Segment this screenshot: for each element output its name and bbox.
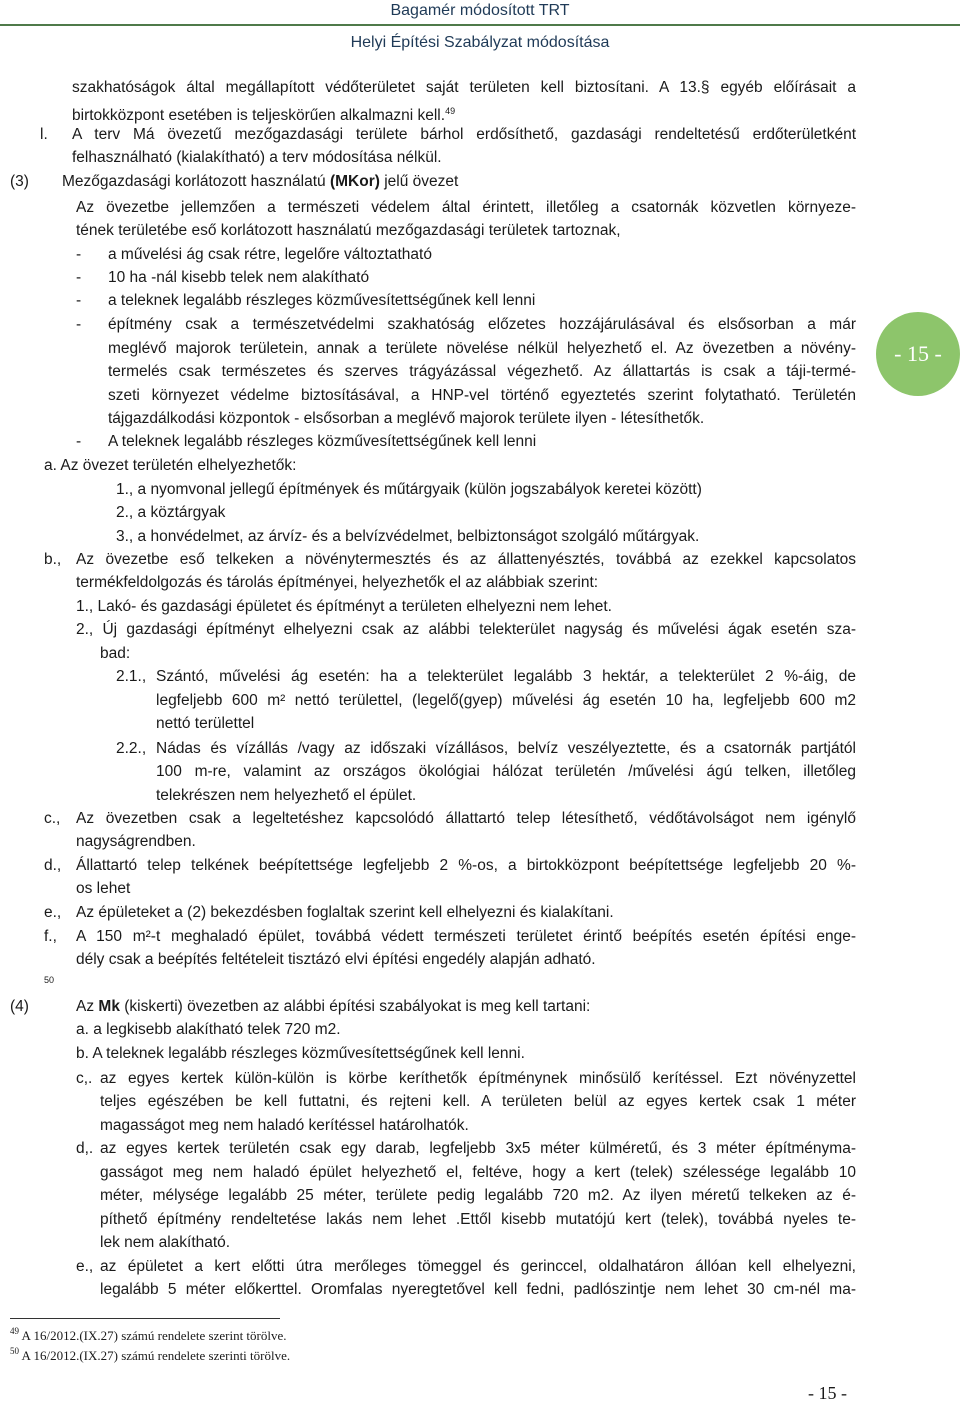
text-line: telekrészen nem helyezhető el épület.	[156, 787, 417, 804]
dash-marker: -	[76, 433, 82, 450]
text-line: nettó területtel	[156, 715, 255, 732]
list-item-cont: szeti környezet védelme biztosításával, a HNP-vel történő egyeztetés szerint folytatható. Területén	[108, 387, 856, 404]
text-line: píthető építmény rendeltetése lakás nem lehet .Ettől kisebb mutatójú kert (telek), továbbá nyeles te-	[100, 1211, 856, 1228]
list-marker: 2.1.,	[116, 668, 147, 685]
paragraph-number: (3)	[10, 173, 29, 190]
list-item: 1., a nyomvonal jellegű építmények és műtárgyaik (külön jogszabályok keretei között)	[116, 481, 702, 498]
header-divider	[0, 24, 960, 26]
page-number: - 15 -	[808, 1383, 847, 1403]
text-line: 100 m-re, valamint az országos ökológiai hálózat területén /művelési ágú telken, illetőleg	[156, 763, 856, 780]
text-line: az egyes kertek területén csak egy darab, legfeljebb 3x5 méter külméretű, és 3 méter építménymа-	[100, 1140, 856, 1157]
document-title: Bagamér módosított TRT	[390, 2, 570, 19]
section-heading: Mezőgazdasági korlátozott használatú (MKor) jelű övezet	[62, 173, 459, 190]
list-item: 1., Lakó- és gazdasági épületet és építményt a területen elhelyezni nem lehet.	[76, 598, 612, 615]
list-marker: e.,	[44, 904, 62, 921]
list-marker: b.,	[44, 551, 62, 568]
list-item: a. a legkisebb alakítható telek 720 m2.	[76, 1021, 341, 1038]
footnote-divider	[10, 1318, 280, 1319]
text-line: szakhatóságok által megállapított védőterületet saját területen kell biztosítani. A 13.§ egyéb előírásait a	[72, 79, 856, 96]
list-item: 2., a köztárgyak	[116, 504, 226, 521]
text-line: méter, mélysége legalább 25 méter, területe pedig legalább 720 m2. Az ilyen méretű telkeken az é-	[100, 1187, 856, 1204]
list-marker: l.	[40, 126, 48, 143]
text-line: legfeljebb 600 m² nettó területtel, (legelő(gyep) művelési ág esetén 10 ha, legfeljebb 600 m2	[156, 692, 856, 709]
list-item: A teleknek legalább részleges közművesítettségűnek kell lenni	[108, 433, 537, 450]
list-marker: d.,	[44, 857, 62, 874]
text-line: A terv Má övezetű mezőgazdasági területe bárhol erdősíthető, gazdasági rendeltetésű erdőterületként	[72, 126, 856, 143]
list-marker: c,.	[76, 1070, 93, 1087]
list-marker: e.,	[76, 1258, 94, 1275]
list-item: építmény csak a természetvédelmi szakhatóság előzetes hozzájárulásával és elsősorban a már	[108, 316, 856, 333]
text-line: felhasználható (kialakítható) a terv módosítása nélkül.	[72, 149, 442, 166]
list-item: a teleknek legalább részleges közművesítettségűnek kell lenni	[108, 292, 536, 309]
text-line: A 150 m²-t meghaladó épület, továbbá védett természeti területet érintő beépítés esetén építési enge-	[76, 928, 856, 945]
list-item: b. A teleknek legalább részleges közművesítettségűnek kell lenni.	[76, 1045, 525, 1062]
text-line: magasságot meg nem haladó kerítéssel határolhatók.	[100, 1117, 469, 1134]
footnote-ref[interactable]: 50	[44, 975, 55, 985]
text-line: tének területébe eső korlátozott használatú mezőgazdasági területek tartoznak,	[76, 222, 621, 239]
list-item-cont: termelés csak természetes és szerves trágyázással végezhető. Az állattartás is csak a táji-termé-	[108, 363, 856, 380]
list-marker: d,.	[76, 1140, 94, 1157]
text-line: Az épületeket a (2) bekezdésben foglaltak szerint kell elhelyezni és kialakítani.	[76, 904, 614, 921]
subsection-heading: a. Az övezet területén elhelyezhetők:	[44, 457, 297, 474]
text-line: birtokközpont esetében is teljeskörűen alkalmazni kell.$^{49}$	[72, 106, 456, 124]
document-subtitle: Helyi Építési Szabályzat módosítása	[350, 34, 610, 51]
text-line: Állattartó telep telkének beépítettsége legfeljebb 2 %-os, a birtokközpont beépítettsége legfeljebb 20 %-	[76, 857, 856, 874]
text-line: az épületet a kert előtti útra merőleges tömeggel és gerinccel, oldalhatáron állóan kell elhelyezni,	[100, 1258, 856, 1275]
list-item-cont: bad:	[100, 645, 131, 662]
list-marker: 2.2.,	[116, 740, 147, 757]
list-item: 3., a honvédelmet, az árvíz- és a belvízvédelmet, belbiztonságot szolgáló műtárgyak.	[116, 528, 700, 545]
text-line: termékfeldolgozás és tárolás építményei, helyezhetők el az alábbiak szerint:	[76, 574, 599, 591]
paragraph-number: (4)	[10, 998, 29, 1015]
text-line: Nádas és vízállás /vagy az időszaki vízállásos, belvíz veszélyeztette, és a csatornák partjától	[156, 740, 856, 757]
page-number-badge: - 15 -	[876, 312, 960, 396]
dash-marker: -	[76, 246, 82, 263]
list-item-cont: meglévő majorok területein, annak a területe növelése nélkül helyezhető el. Az övezetben a növény-	[108, 340, 856, 357]
list-item: a művelési ág csak rétre, legelőre változtatható	[108, 246, 432, 263]
text-line: dély csak a beépítés feltételeit tisztázó elvi építési engedély alapján adható.	[76, 951, 596, 968]
text-line: gasságot meg nem haladó épület helyezhető el, feltéve, hogy a kert (telek) szélessége legalább 10	[100, 1164, 856, 1181]
footnote: $^{49}$ A 16/2012.(IX.27) számú rendelete szerint törölve.	[10, 1326, 287, 1343]
text-line: Szántó, művelési ág esetén: ha a telekterület legalább 3 hektár, a telekterület 2 %-áig, de	[156, 668, 856, 685]
text-line: Az övezetbe jellemzően a természeti védelem által érintett, illetőleg a csatornák közvetlen környeze-	[76, 199, 856, 216]
list-item: 10 ha -nál kisebb telek nem alakítható	[108, 269, 370, 286]
text-line: lek nem alakítható.	[100, 1234, 231, 1251]
footnote: $^{50}$ A 16/2012.(IX.27) számú rendelete szerinti törölve.	[10, 1346, 291, 1363]
text-line: Az övezetbe eső telkeken a növénytermesztés és az állattenyésztés, továbbá az ezekkel kapcsolatos	[76, 551, 856, 568]
list-item: 2., Új gazdasági építményt elhelyezni csak az alábbi telekterület nagyság és művelési ágak esetén sza-	[76, 621, 856, 638]
footnote-ref[interactable]: 49	[445, 106, 456, 116]
text-line: nagyságrendben.	[76, 833, 196, 850]
text-line: Az övezetben csak a legeltetéshez kapcsolódó állattartó telep létesíthető, védőtávolságot nem igénylő	[76, 810, 856, 827]
list-marker: f.,	[44, 928, 57, 945]
text-line: legalább 5 méter előkerttel. Oromfalas nyeregtetővel kell fedni, padlószintje nem lehet 30 cm-nél ma-	[100, 1281, 856, 1298]
dash-marker: -	[76, 316, 82, 333]
list-item-cont: tájgazdálkodási központok - elsősorban a meglévő majorok területe ilyen - létesíthetők.	[108, 410, 705, 427]
dash-marker: -	[76, 292, 82, 309]
list-marker: c.,	[44, 810, 61, 827]
dash-marker: -	[76, 269, 82, 286]
text-line: teljes egészében be kell futtatni, és rejteni kell. A területen belül az egyes kertek csak 1 méter	[100, 1093, 856, 1110]
text-line: os lehet	[76, 880, 131, 897]
text-line: az egyes kertek külön-külön is körbe keríthetők építménynek minősülő kerítéssel. Ezt növényzettel	[100, 1070, 856, 1087]
section-heading: Az Mk (kiskerti) övezetben az alábbi építési szabályokat is meg kell tartani:	[76, 998, 591, 1015]
